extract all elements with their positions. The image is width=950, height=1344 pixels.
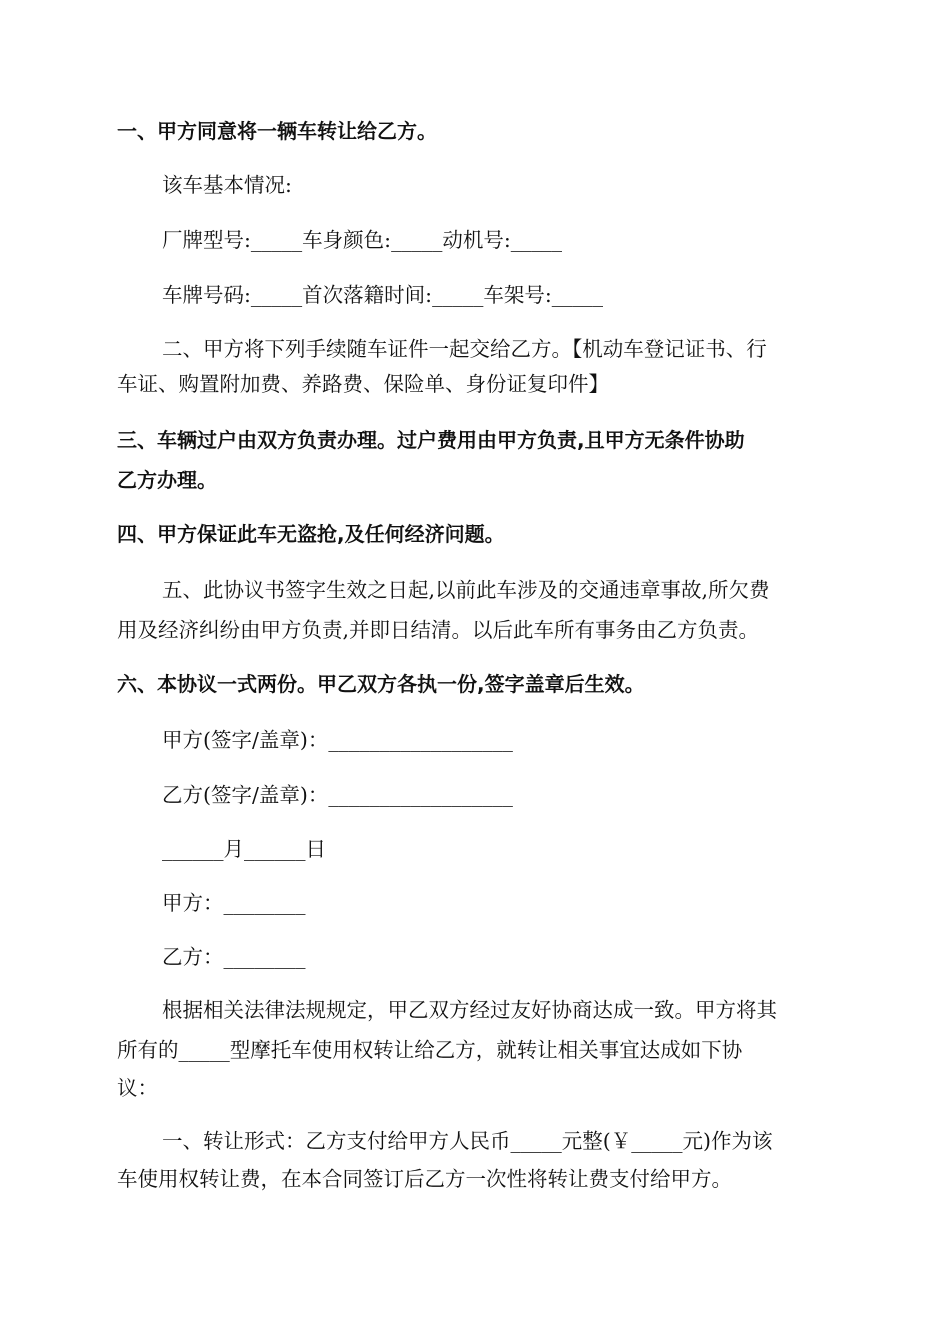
party-b-signature-line: 乙方(签字/盖章)：__________________	[162, 783, 513, 807]
party-a-line: 甲方：________	[162, 891, 306, 915]
party-b-line: 乙方：________	[162, 945, 306, 969]
vehicle-info-label: 该车基本情况:	[162, 173, 292, 197]
preamble-line-3: 议：	[117, 1076, 158, 1100]
clause-2-line-1: 二、甲方将下列手续随车证件一起交给乙方。【机动车登记证书、行	[162, 337, 767, 361]
clause-5-line-1: 五、此协议书签字生效之日起,以前此车涉及的交通违章事故,所欠费	[162, 578, 770, 602]
vehicle-model-line: 厂牌型号:_____车身颜色:_____动机号:_____	[162, 228, 562, 252]
vehicle-plate-line: 车牌号码:_____首次落籍时间:_____车架号:_____	[162, 283, 603, 307]
transfer-form-line-2: 车使用权转让费，在本合同签订后乙方一次性将转让费支付给甲方。	[117, 1167, 732, 1191]
date-line: ______月______日	[162, 837, 326, 861]
transfer-form-line-1: 一、转让形式：乙方支付给甲方人民币_____元整(￥_____元)作为该	[162, 1129, 773, 1153]
party-a-signature-line: 甲方(签字/盖章)：__________________	[162, 728, 513, 752]
clause-3-line-1: 三、车辆过户由双方负责办理。过户费用由甲方负责,且甲方无条件协助	[117, 428, 745, 452]
preamble-line-2: 所有的_____型摩托车使用权转让给乙方，就转让相关事宜达成如下协	[117, 1038, 743, 1062]
clause-6: 六、本协议一式两份。甲乙双方各执一份,签字盖章后生效。	[117, 672, 645, 696]
clause-2-line-2: 车证、购置附加费、养路费、保险单、身份证复印件】	[117, 372, 609, 396]
preamble-line-1: 根据相关法律法规规定，甲乙双方经过友好协商达成一致。甲方将其	[162, 998, 777, 1022]
clause-5-line-2: 用及经济纠纷由甲方负责,并即日结清。以后此车所有事务由乙方负责。	[117, 618, 760, 642]
clause-4: 四、甲方保证此车无盗抢,及任何经济问题。	[117, 522, 505, 546]
clause-3-line-2: 乙方办理。	[117, 468, 217, 492]
clause-1-heading: 一、甲方同意将一辆车转让给乙方。	[117, 119, 437, 143]
